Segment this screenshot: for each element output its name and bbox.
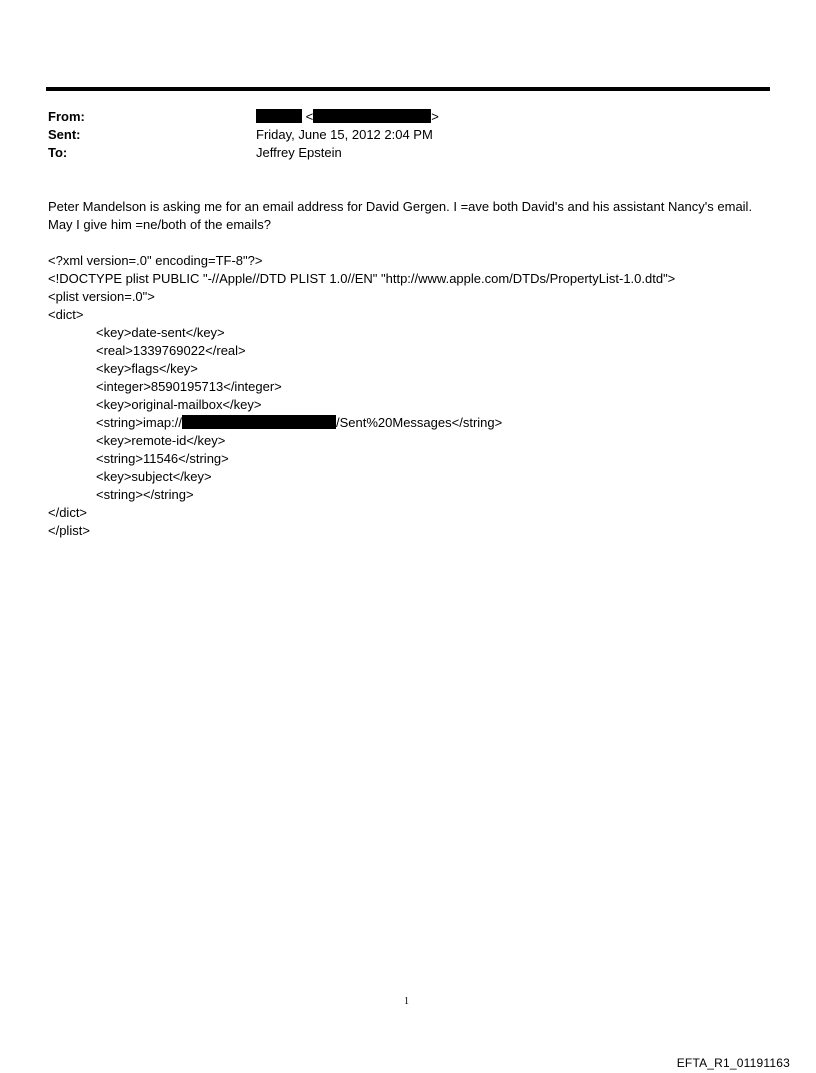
header-rule bbox=[46, 87, 770, 91]
sent-value: Friday, June 15, 2012 2:04 PM bbox=[256, 127, 433, 142]
from-value bbox=[256, 109, 439, 125]
from-open-bracket: < bbox=[305, 109, 314, 124]
body-line: May I give him =ne/both of the emails? bbox=[48, 217, 271, 232]
plist-block bbox=[48, 252, 675, 540]
redaction-block bbox=[182, 415, 336, 429]
xml-declaration: <?xml version=.0" encoding=TF-8"?> bbox=[48, 253, 263, 268]
doctype-line: <!DOCTYPE plist PUBLIC "-//Apple//DTD PLIST 1.0//EN" "http://www.apple.com/DTDs/PropertyList-1.0.dtd"> bbox=[48, 271, 676, 286]
plist-entry: <key>remote-id</key> bbox=[96, 433, 226, 448]
from-close-bracket: > bbox=[431, 109, 439, 124]
plist-entry: <string>11546</string> bbox=[96, 451, 229, 466]
email-body bbox=[48, 198, 778, 234]
plist-entry: <integer>8590195713</integer> bbox=[96, 379, 282, 394]
dict-close: </dict> bbox=[48, 505, 88, 520]
plist-entry: <key>date-sent</key> bbox=[96, 325, 225, 340]
bates-number: EFTA_R1_01191163 bbox=[676, 1056, 790, 1070]
plist-entry-imap bbox=[48, 414, 675, 432]
imap-suffix: /Sent%20Messages</string> bbox=[336, 415, 503, 430]
plist-entry: <real>1339769022</real> bbox=[96, 343, 246, 358]
plist-entry: <key>subject</key> bbox=[96, 469, 212, 484]
redaction-block bbox=[256, 109, 302, 123]
sent-label: Sent: bbox=[48, 127, 81, 142]
plist-entry: <key>flags</key> bbox=[96, 361, 198, 376]
from-label: From: bbox=[48, 109, 85, 124]
page-number: 1 bbox=[404, 996, 409, 1007]
body-line: Peter Mandelson is asking me for an email address for David Gergen. I =ave both David's and his assistant Nancy's email. bbox=[48, 199, 753, 214]
to-label: To: bbox=[48, 145, 68, 160]
plist-entry: <string></string> bbox=[96, 487, 194, 502]
plist-close: </plist> bbox=[48, 523, 90, 538]
plist-open: <plist version=.0"> bbox=[48, 289, 155, 304]
imap-prefix: <string>imap:// bbox=[96, 415, 182, 430]
to-value: Jeffrey Epstein bbox=[256, 145, 342, 160]
dict-open: <dict> bbox=[48, 307, 84, 322]
redaction-block bbox=[313, 109, 431, 123]
plist-entry: <key>original-mailbox</key> bbox=[96, 397, 262, 412]
